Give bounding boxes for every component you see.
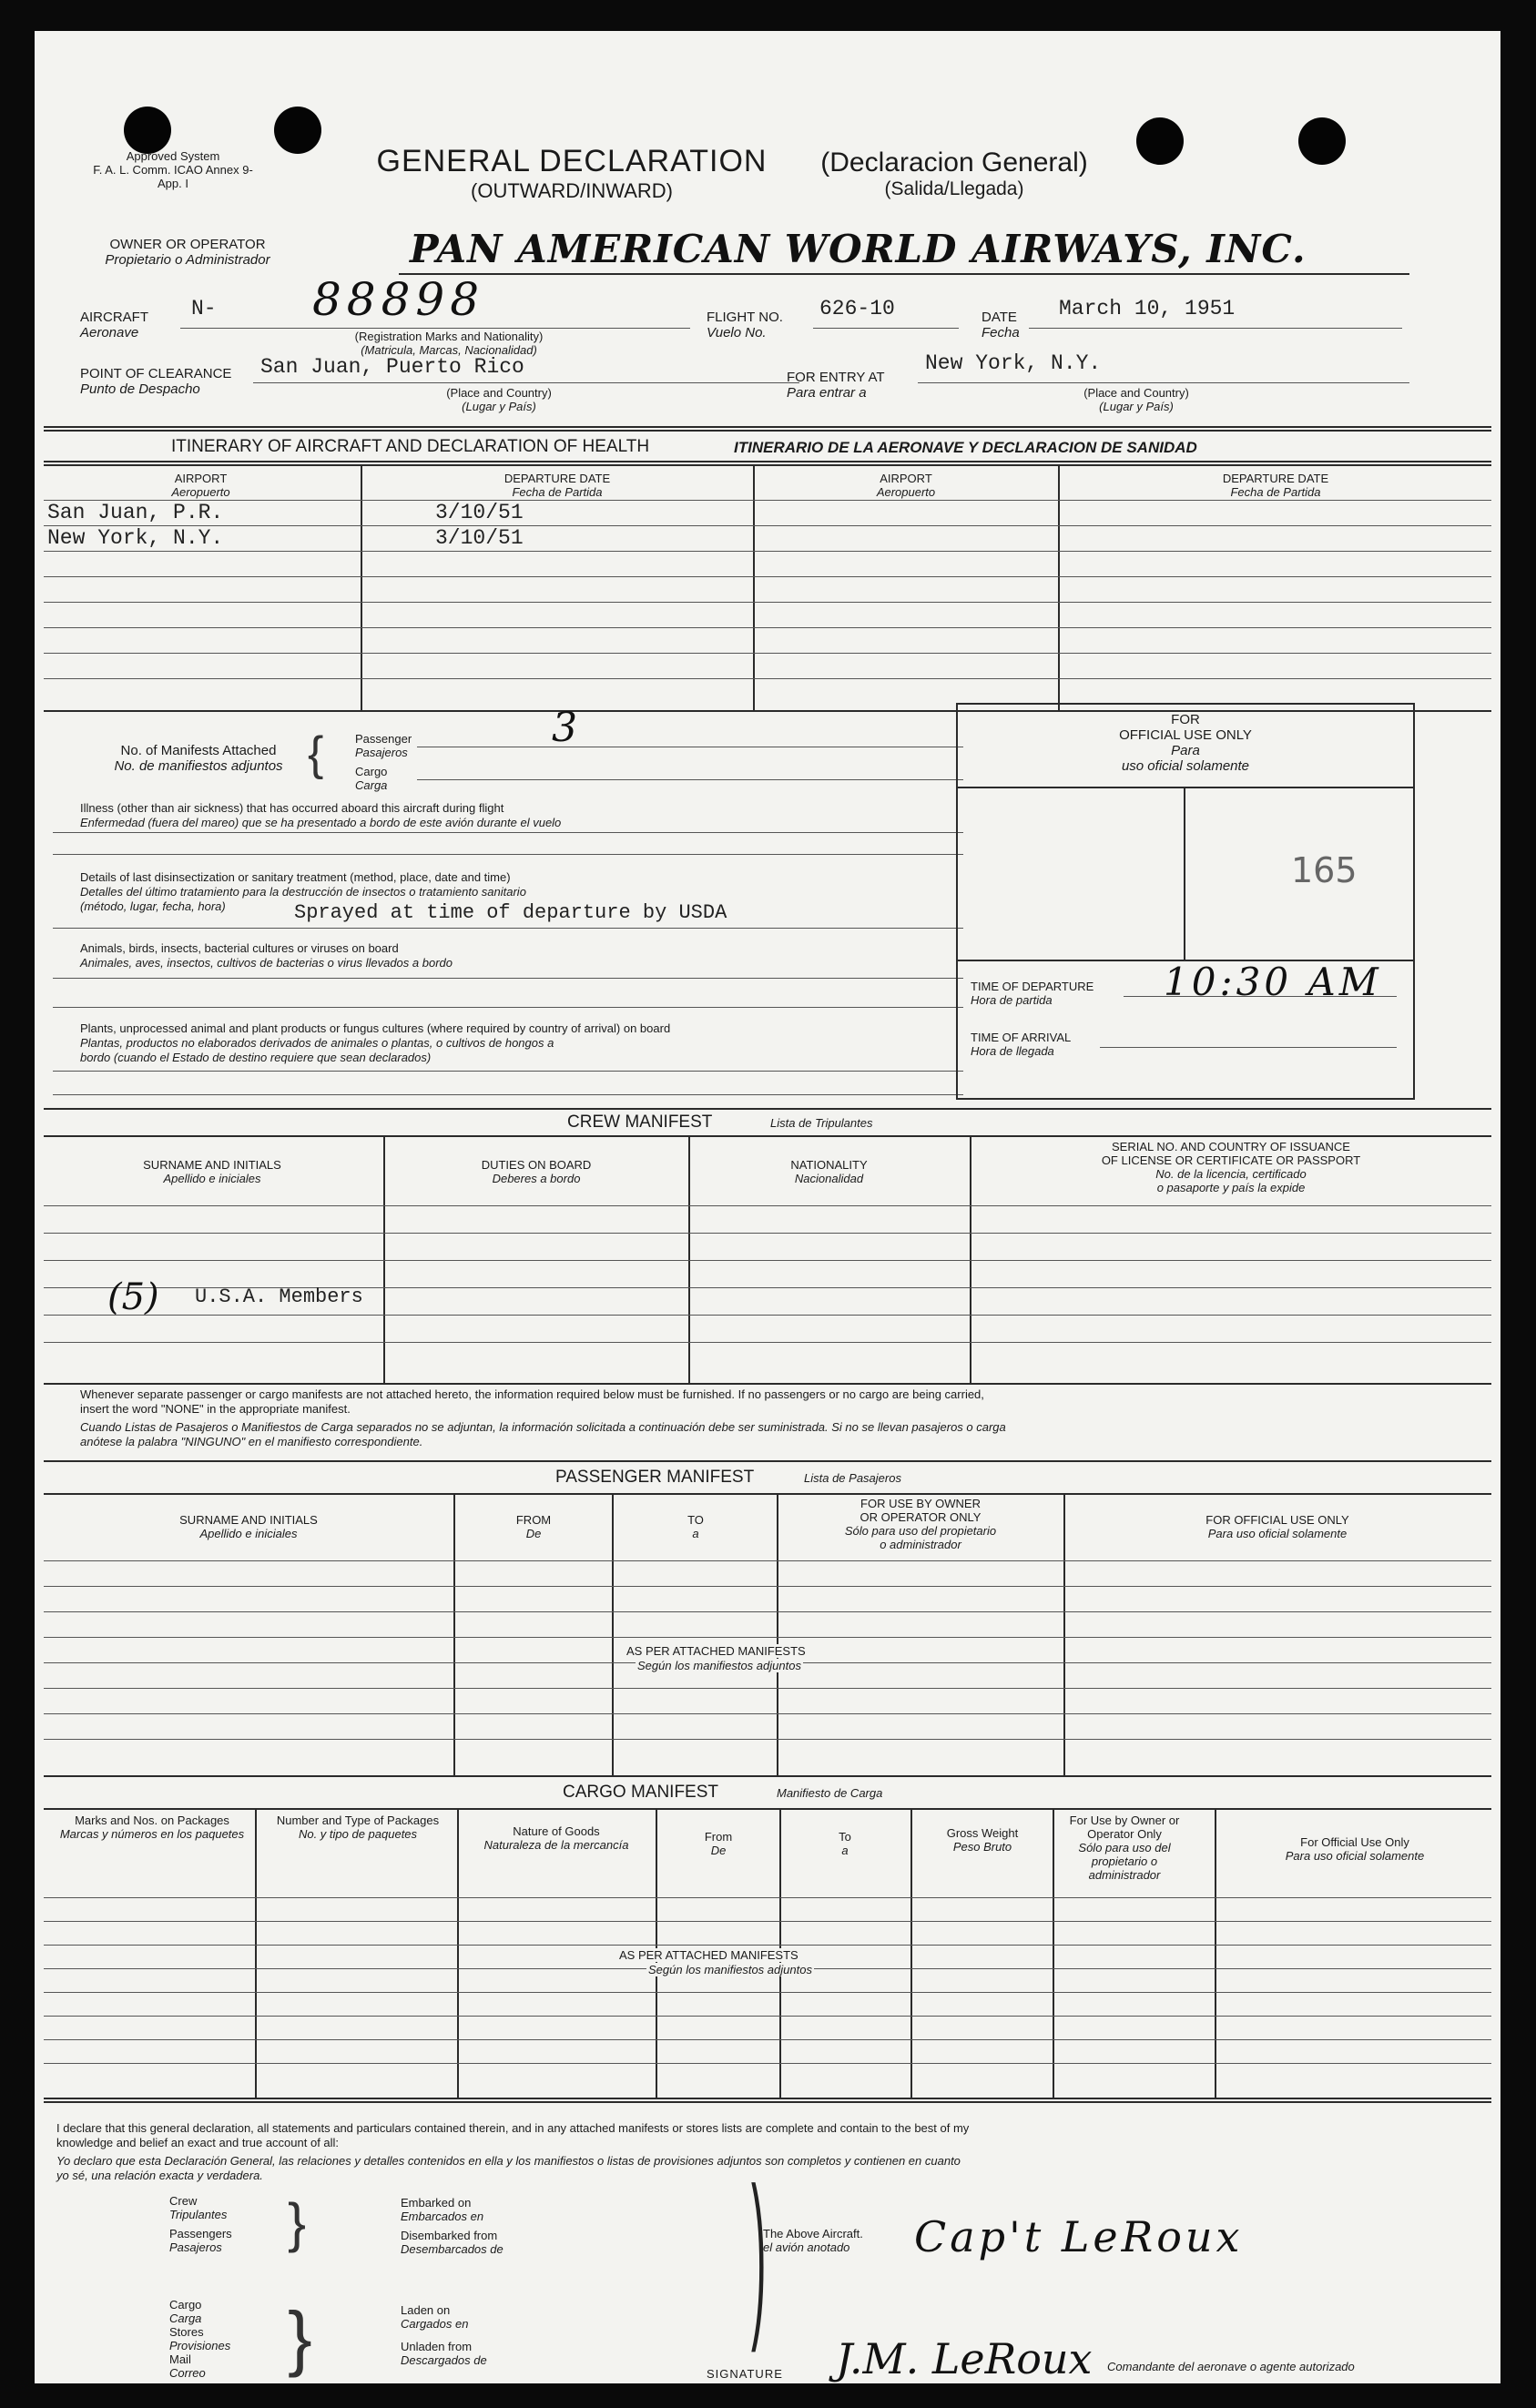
crew-manifest-title: CREW MANIFEST [567, 1113, 713, 1132]
decl-laden: Laden on Cargados en Unladen from Descargados de [401, 2303, 487, 2367]
official-box-title: FOR OFFICIAL USE ONLY Para uso oficial solamente [1119, 712, 1252, 774]
itinerary-title-es: ITINERARIO DE LA AERONAVE Y DECLARACION DE SANIDAD [734, 439, 1197, 456]
punch-hole [1136, 117, 1184, 165]
passenger-col-from: FROM De [515, 1513, 552, 1540]
itinerary-title: ITINERARY OF AIRCRAFT AND DECLARATION OF HEALTH [171, 437, 650, 456]
captain-name: Cap't LeRoux [914, 2212, 1244, 2261]
cargo-col-marks: Marks and Nos. on Packages Marcas y números en los paquetes [59, 1814, 245, 1841]
plants-label-es: Plantas, productos no elaborados derivados de animales o plantas, o cultivos de hongos a [80, 1036, 554, 1050]
punch-hole [1298, 117, 1346, 165]
itinerary-row1-airport: San Juan, P.R. [47, 501, 224, 524]
passenger-label: Passenger Pasajeros [355, 732, 412, 759]
passenger-manifest-title-es: Lista de Pasajeros [804, 1471, 901, 1485]
disinsect-label: Details of last disinsectization or sanitary treatment (method, place, date and time) [80, 870, 511, 884]
cargo-attached-note: AS PER ATTACHED MANIFESTS [619, 1948, 799, 1962]
itinerary-col-airport: AIRPORT Aeropuerto [171, 472, 230, 499]
declaration-line4: yo sé, una relación exacta y verdadera. [56, 2169, 263, 2182]
passenger-col-owner: FOR USE BY OWNER OR OPERATOR ONLY Sólo para uso del propietario o administrador [844, 1497, 997, 1551]
cargo-col-packages: Number and Type of Packages No. y tipo de paquetes [276, 1814, 440, 1841]
signature-label: SIGNATURE [707, 2367, 783, 2381]
cargo-col-from: From De [704, 1830, 733, 1857]
cargo-manifest-title: CARGO MANIFEST [563, 1783, 719, 1802]
clearance-label: POINT OF CLEARANCE Punto de Despacho [80, 366, 232, 397]
entry-value: New York, N.Y. [925, 351, 1102, 375]
date-label: DATE Fecha [982, 310, 1020, 340]
passenger-col-official: FOR OFFICIAL USE ONLY Para uso oficial solamente [1205, 1513, 1349, 1540]
cargo-col-to: To a [839, 1830, 851, 1857]
declaration-date: March 10, 1951 [1059, 297, 1236, 320]
registration-caption: (Registration Marks and Nationality) (Matricula, Marcas, Nacionalidad) [354, 330, 544, 357]
clearance-caption: (Place and Country) (Lugar y País) [446, 386, 552, 413]
itinerary-row2-date: 3/10/51 [435, 526, 524, 550]
title-en: GENERAL DECLARATION [376, 144, 768, 178]
passenger-col-to: TO a [687, 1513, 704, 1540]
entry-caption: (Place and Country) (Lugar y País) [1083, 386, 1189, 413]
approved-line1: Approved System [126, 149, 220, 163]
passenger-attached-note-es: Según los manifiestos adjuntos [637, 1659, 801, 1672]
plants-label-es2: bordo (cuando el Estado de destino requiere que sean declarados) [80, 1051, 432, 1064]
illness-label: Illness (other than air sickness) that has occurred aboard this aircraft during flight [80, 801, 504, 815]
decl-crew: Crew Tripulantes Passengers Pasajeros [169, 2194, 232, 2254]
punch-hole [274, 107, 321, 154]
aircraft-prefix: N- [191, 297, 217, 320]
flight-number: 626-10 [819, 297, 895, 320]
itinerary-col-airport-2: AIRPORT Aeropuerto [876, 472, 936, 499]
animals-label-es: Animales, aves, insectos, cultivos de bacterias o virus llevados a bordo [80, 956, 453, 970]
itinerary-col-departure-2: DEPARTURE DATE Fecha de Partida [1222, 472, 1329, 499]
flight-label: FLIGHT NO. Vuelo No. [707, 310, 783, 340]
itinerary-col-departure: DEPARTURE DATE Fecha de Partida [504, 472, 611, 499]
declaration-line2: knowledge and belief an exact and true account of all: [56, 2136, 340, 2149]
notice-line3: Cuando Listas de Pasajeros o Manifiestos de Carga separados no se adjuntan, la información solicitada a continuación debe ser suministrada. Si no se llevan pasajeros o carga [80, 1420, 1006, 1434]
title-es-sub: (Salida/Llegada) [884, 178, 1024, 199]
cargo-col-weight: Gross Weight Peso Bruto [946, 1826, 1019, 1854]
cargo-attached-note-es: Según los manifiestos adjuntos [648, 1963, 812, 1976]
approved-line2: F. A. L. Comm. ICAO Annex 9-App. I [93, 163, 253, 190]
cargo-col-owner: For Use by Owner or Operator Only Sólo para uso del propietario o administrador [1069, 1814, 1180, 1882]
crew-col-duties: DUTIES ON BOARD Deberes a bordo [481, 1158, 592, 1185]
commander-signature: J.M. LeRoux [836, 2334, 1093, 2383]
crew-manifest-title-es: Lista de Tripulantes [770, 1116, 873, 1130]
operator-name: PAN AMERICAN WORLD AIRWAYS, INC. [410, 227, 1307, 271]
passenger-col-surname: SURNAME AND INITIALS Apellido e iniciales [179, 1513, 318, 1540]
aircraft-registration: 88898 [312, 273, 485, 326]
form-title [362, 144, 781, 203]
form-title-es [781, 147, 1127, 200]
decl-cargo: Cargo Carga Stores Provisiones Mail Correo [169, 2298, 231, 2380]
notice-line4: anótese la palabra "NINGUNO" en el manifiesto correspondiente. [80, 1435, 423, 1448]
departure-time-label: TIME OF DEPARTURE Hora de partida [971, 980, 1094, 1007]
commander-caption: Comandante del aeronave o agente autorizado [1107, 2360, 1355, 2373]
manifests-label: No. of Manifests Attached No. de manifiestos adjuntos [114, 743, 283, 774]
clearance-value: San Juan, Puerto Rico [260, 355, 524, 379]
notice-line2: insert the word "NONE" in the appropriate manifest. [80, 1402, 351, 1416]
crew-count: (5) [107, 1276, 159, 1318]
approval-note [82, 149, 264, 190]
itinerary-row2-airport: New York, N.Y. [47, 526, 224, 550]
arrival-time-label: TIME OF ARRIVAL Hora de llegada [971, 1031, 1072, 1058]
cargo-manifest-title-es: Manifiesto de Carga [777, 1786, 883, 1800]
form-page: Approved System F. A. L. Comm. ICAO Annex 9-App. I GENERAL DECLARATION (OUTWARD/INWARD) (Declaracion General) (Salida/Llegada) OWNER OR OPERATOR Propietario o Administrador PAN AMERICAN WORLD AIRWAYS, INC. AIRCRAFT Aeronave N- 88898 (Registration Marks and Nationality) (Matricula, Marcas, Nacionalidad) FLIGHT NO. Vuelo No. 626-10 DATE Fecha March 10, 1951 POINT OF CLEARANCE Punto de Despacho San Juan, Puerto Rico (Place and Country) (Lugar y País) FOR ENTRY AT Para entrar a New York, N.Y. (Place and Country) (Lugar y País) ITINERARY OF AIRCRAFT AND DECLARATION OF HEALTH ITINERARIO DE LA AERONAVE Y DECLARACION DE SANIDAD AIRPORT Aeropuerto DEPARTURE DATE Fecha de Partida AIRPORT Aeropuerto DEPARTURE DATE Fecha de Partida San Juan, P.R. 3/10/51 New York, N.Y. 3/10/51 No. of Manifests Attached No. de manifiestos adjuntos { Passenger Pasajeros 3 Cargo Carga Illness (other than air sickness) that has occurred aboard this aircraft during flight Enfermedad (fuera del mareo) que se ha presentado a bordo de este avión durante el vuelo Details of last disinsectization or sanitary treatment (method, place, date and time) Detalles del último tratamiento para la destrucción de insectos o tratamiento sanitario (método, lugar, fecha, hora) Sprayed at time of departure by USDA Animals, birds, insects, bacterial cultures or viruses on board Animales, aves, insectos, cultivos de bacterias o virus llevados a bordo Plants, unprocessed animal and plant products or fungus cultures (where required by country of arrival) on board Plantas, productos no elaborados derivados de animales o plantas, o cultivos de hongos a bordo (cuando el Estado de destino requiere que sean declarados) FOR OFFICIAL USE ONLY Para uso oficial solamente 165 TIME OF DEPARTURE Hora de partida 10:30 AM TIME OF ARRIVAL Hora de llegada CREW MANIFEST Lista de Tripulantes SURNAME AND INITIALS Apellido e iniciales DUTIES ON BOARD Deberes a bordo NATIONALITY Nacionalidad SERIAL NO. AND COUNTRY OF ISSUANCE OF LICENSE OR CERTIFICATE OR PASSPORT No. de la licencia, certificado o pasaporte y país la expide (5) U.S.A. Members Whenever separate passenger or cargo manifests are not attached hereto, the information required below must be furnished. If no passengers or no cargo are being carried, insert the word "NONE" in the appropriate manifest. Cuando Listas de Pasajeros o Manifiestos de Carga separados no se adjuntan, la información solicitada a continuación debe ser suministrada. Si no se llevan pasajeros o carga anótese la palabra "NINGUNO" en el manifiesto correspondiente. PASSENGER MANIFEST Lista de Pasajeros SURNAME AND INITIALS Apellido e iniciales FROM De TO a FOR USE BY OWNER OR OPERATOR ONLY Sólo para uso del propietario o administrador FOR OFFICIAL USE ONLY Para uso oficial solamente AS PER ATTACHED MANIFESTS Según los manifiestos adjuntos CARGO MANIFEST Manifiesto de Carga Marks and Nos. on Packages Marcas y números en los paquetes Number and Type of Packages No. y tipo de paquetes Nature of Goods Naturaleza de la mercancía From De To a Gross Weight Peso Bruto For Use by Owner or Operator Only Sólo para uso del propietario o administrador For Official Use Only Para uso oficial solamente AS PER ATTACHED MANIFESTS Según los manifiestos adjuntos I declare that this general declaration, all statements and particulars contained therein, and in any attached manifests or stores lists are complete and contain to the best of my knowledge and belief an exact and true account of all: Yo declaro que esta Declaración General, las relaciones y detalles contenidos en ella y los manifiestos o listas de provisiones adjuntos son completos y contienen en cuanto yo sé, una relación exacta y verdadera. Crew Tripulantes Passengers Pasajeros } Embarked on Embarcados en Disembarked from Desembarcados de Cargo Carga Stores Provisiones Mail Correo } Laden on Cargados en Unladen from Descargados de ) The Above Aircraft. el avión anotado Cap't LeRoux SIGNATURE J.M. LeRoux Comandante del aeronave o agente autorizado [35, 31, 1500, 2383]
crew-col-surname: SURNAME AND INITIALS Apellido e iniciales [143, 1158, 281, 1185]
title-es: (Declaracion General) [820, 147, 1088, 178]
illness-label-es: Enfermedad (fuera del mareo) que se ha presentado a bordo de este avión durante el vuelo [80, 816, 562, 829]
decl-embarked: Embarked on Embarcados en Disembarked from Desembarcados de [401, 2196, 504, 2256]
above-aircraft-label: The Above Aircraft. el avión anotado [763, 2227, 863, 2254]
punch-hole [124, 107, 171, 154]
departure-time-value: 10:30 AM [1164, 960, 1382, 1004]
cargo-col-official: For Official Use Only Para uso oficial solamente [1285, 1835, 1425, 1863]
passenger-manifest-count: 3 [552, 705, 577, 751]
title-en-sub: (OUTWARD/INWARD) [471, 179, 673, 202]
official-stamp-number: 165 [1291, 850, 1358, 890]
crew-entry: U.S.A. Members [195, 1285, 363, 1308]
animals-label: Animals, birds, insects, bacterial cultures or viruses on board [80, 941, 399, 955]
disinsect-value: Sprayed at time of departure by USDA [294, 901, 727, 924]
plants-label: Plants, unprocessed animal and plant products or fungus cultures (where required by country of arrival) on board [80, 1021, 671, 1035]
crew-col-nationality: NATIONALITY Nacionalidad [790, 1158, 868, 1185]
cargo-label: Cargo Carga [355, 765, 388, 792]
declaration-line1: I declare that this general declaration, all statements and particulars contained therein, and in any attached manifests or stores lists are complete and contain to the best of my [56, 2121, 970, 2135]
passenger-attached-note: AS PER ATTACHED MANIFESTS [626, 1644, 806, 1658]
disinsect-label-es2: (método, lugar, fecha, hora) [80, 899, 226, 913]
aircraft-label: AIRCRAFT Aeronave [80, 310, 148, 340]
disinsect-label-es: Detalles del último tratamiento para la destrucción de insectos o tratamiento sanitario [80, 885, 526, 899]
itinerary-row1-date: 3/10/51 [435, 501, 524, 524]
notice-line1: Whenever separate passenger or cargo manifests are not attached hereto, the information required below must be furnished. If no passengers or no cargo are being carried, [80, 1387, 984, 1401]
entry-label: FOR ENTRY AT Para entrar a [787, 370, 885, 401]
crew-col-license: SERIAL NO. AND COUNTRY OF ISSUANCE OF LICENSE OR CERTIFICATE OR PASSPORT No. de la licencia, certificado o pasaporte y país la expide [1101, 1140, 1361, 1194]
owner-label: OWNER OR OPERATOR Propietario o Administrador [105, 237, 270, 268]
passenger-manifest-title: PASSENGER MANIFEST [555, 1468, 755, 1487]
cargo-col-nature: Nature of Goods Naturaleza de la mercancía [483, 1824, 629, 1852]
declaration-line3: Yo declaro que esta Declaración General, las relaciones y detalles contenidos en ella y los manifiestos o listas de provisiones adjuntos son completos y contienen en cuanto [56, 2154, 961, 2168]
